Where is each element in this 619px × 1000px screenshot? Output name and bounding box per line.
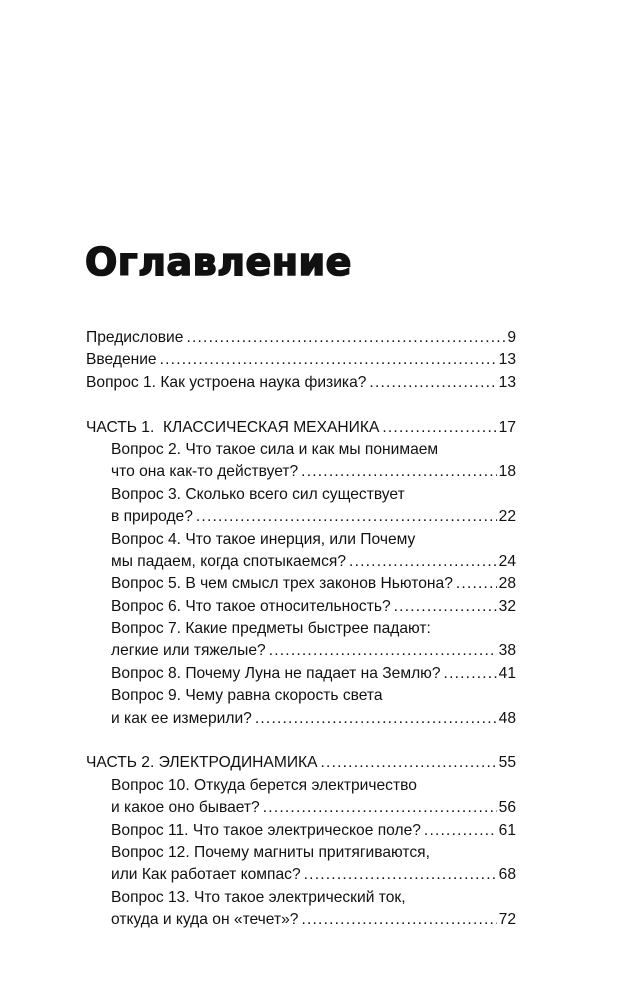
toc-entry-text-cont: и как ее измерили?	[111, 709, 252, 727]
toc-entry-question-7[interactable]	[86, 618, 516, 663]
toc-part-2-heading[interactable]	[86, 752, 516, 774]
toc-entry-text-cont: что она как-то действует?	[111, 463, 299, 481]
dot-leader	[349, 551, 497, 573]
table-of-contents	[86, 327, 516, 932]
toc-entry-text: Вопрос 11. Что такое электрическое поле?	[111, 821, 421, 839]
dot-leader	[301, 909, 496, 931]
toc-part-1-heading[interactable]	[86, 417, 516, 439]
toc-page-number: 22	[498, 508, 516, 526]
toc-entry-question-1[interactable]	[86, 372, 516, 394]
toc-page-number: 13	[498, 373, 516, 391]
toc-entry-text: Предисловие	[86, 329, 184, 346]
toc-entry-question-4[interactable]	[86, 529, 516, 574]
toc-page-number: 18	[498, 463, 516, 481]
toc-entry-text: Вопрос 12. Почему магниты притягиваются,	[111, 843, 430, 861]
toc-page-number: 72	[498, 911, 516, 929]
toc-entry-question-11[interactable]	[86, 820, 516, 842]
page-title: Оглавление	[85, 240, 352, 284]
toc-entry-text-cont: или Как работает компас?	[111, 866, 301, 884]
toc-entry-text: Вопрос 2. Что такое сила и как мы понимаем	[111, 440, 439, 458]
toc-entry-question-6[interactable]	[86, 596, 516, 618]
toc-page-number: 55	[498, 754, 516, 772]
toc-page-number: 24	[498, 552, 516, 570]
dot-leader	[321, 752, 497, 774]
toc-entry-text: Вопрос 3. Сколько всего сил существует	[111, 485, 405, 503]
toc-page-number: 17	[498, 418, 516, 436]
dot-leader	[186, 327, 505, 349]
toc-entry-text: Вопрос 13. Что такое электрический ток,	[111, 888, 406, 906]
toc-entry-preface[interactable]	[86, 327, 516, 349]
dot-leader	[444, 663, 497, 685]
toc-page-number: 9	[507, 329, 516, 346]
toc-entry-text-cont: откуда и куда он «течет»?	[111, 911, 299, 929]
toc-page-number: 56	[498, 799, 516, 817]
toc-page-number: 13	[498, 351, 516, 369]
dot-leader	[160, 349, 497, 371]
toc-entry-question-3[interactable]	[86, 484, 516, 529]
toc-entry-text-cont: мы падаем, когда спотыкаемся?	[111, 552, 347, 570]
toc-entry-text-cont: и какое оно бывает?	[111, 799, 260, 817]
dot-leader	[263, 797, 497, 819]
toc-entry-question-5[interactable]	[86, 573, 516, 595]
toc-page-number: 68	[498, 866, 516, 884]
toc-entry-text: Вопрос 7. Какие предметы быстрее падают:	[111, 620, 431, 638]
dot-leader	[255, 708, 497, 730]
toc-entry-text-cont: в природе?	[111, 508, 193, 526]
dot-leader	[456, 573, 497, 595]
toc-entry-question-10[interactable]	[86, 775, 516, 820]
dot-leader	[301, 461, 496, 483]
toc-entry-question-2[interactable]	[86, 439, 516, 484]
toc-page-number: 48	[498, 709, 516, 727]
toc-page-number: 32	[498, 597, 516, 615]
toc-page-number: 41	[498, 664, 516, 682]
toc-entry-text: Вопрос 8. Почему Луна не падает на Землю?	[111, 664, 441, 682]
dot-leader	[269, 640, 497, 662]
toc-entry-text: Вопрос 6. Что такое относительность?	[111, 597, 391, 615]
dot-leader	[196, 506, 497, 528]
toc-entry-text: Введение	[86, 351, 157, 369]
toc-entry-text: Вопрос 9. Чему равна скорость света	[111, 687, 383, 705]
toc-entry-text: Вопрос 10. Откуда берется электричество	[111, 776, 417, 794]
toc-entry-question-12[interactable]	[86, 842, 516, 887]
toc-entry-text: Вопрос 5. В чем смысл трех законов Ньютона?	[111, 575, 453, 593]
dot-leader	[394, 596, 497, 618]
toc-entry-question-9[interactable]	[86, 685, 516, 730]
dot-leader	[369, 372, 496, 394]
toc-entry-introduction[interactable]	[86, 349, 516, 371]
dot-leader	[304, 864, 497, 886]
dot-leader	[382, 417, 496, 439]
toc-entry-question-8[interactable]	[86, 663, 516, 685]
toc-part-title: ЧАСТЬ 2. ЭЛЕКТРОДИНАМИКА	[86, 754, 318, 772]
section-spacer	[86, 394, 516, 416]
toc-entry-text-cont: легкие или тяжелые?	[111, 642, 266, 660]
dot-leader	[424, 820, 497, 842]
toc-page-number: 38	[498, 642, 516, 660]
toc-page-number: 28	[498, 575, 516, 593]
toc-entry-text: Вопрос 1. Как устроена наука физика?	[86, 373, 367, 391]
toc-page-number: 61	[498, 821, 516, 839]
toc-entry-question-13[interactable]	[86, 887, 516, 932]
toc-part-title: ЧАСТЬ 1. КЛАССИЧЕСКАЯ МЕХАНИКА	[86, 418, 380, 436]
section-spacer	[86, 730, 516, 752]
toc-entry-text: Вопрос 4. Что такое инерция, или Почему	[111, 530, 416, 548]
